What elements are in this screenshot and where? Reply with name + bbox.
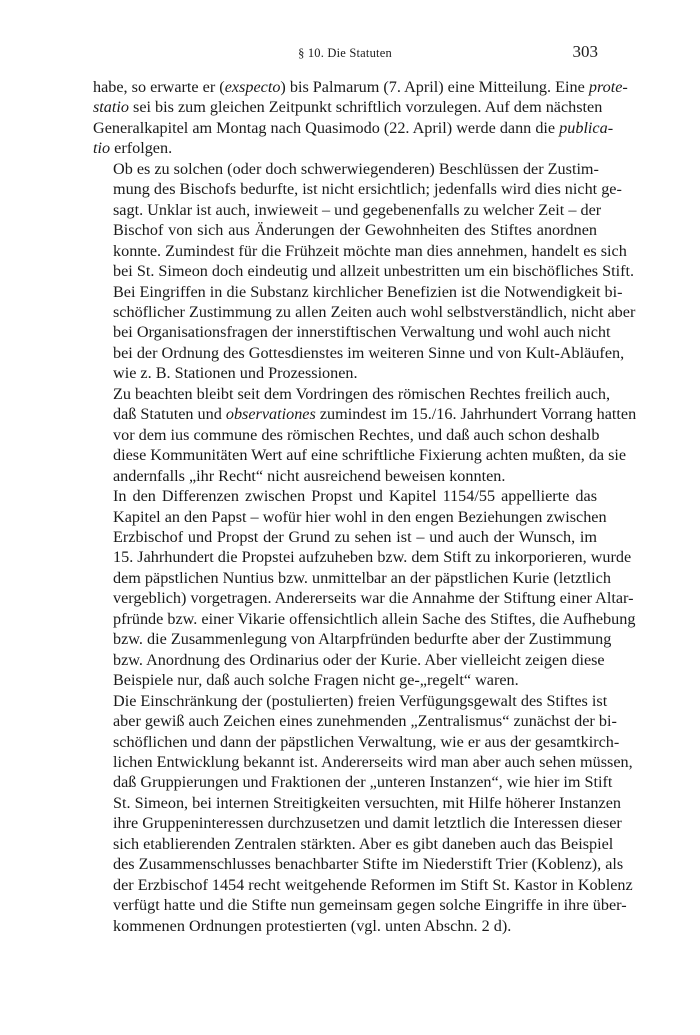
text-line [93,445,627,465]
text-line [93,875,633,895]
text-run: des Zusammenschlusses benachbarter Stifte im Niederstift Trier (Koblenz), als [113,855,624,874]
text-line [93,895,627,915]
text-run: schöflicher Zustimmung zu allen Zeiten auch wohl selbstverständlich, nicht aber [113,302,636,321]
text-run: sei bis zum gleichen Zeitpunkt schriftlich vorzulegen. Auf dem nächsten [128,98,603,117]
text-run: Bei Eingriffen in die Substanz kirchlicher Benefizien ist die Notwendigkeit bi- [113,282,623,301]
text-run: Ob es zu solchen (oder doch schwerwiegenderen) Beschlüssen der Zustim- [113,159,599,178]
text-run: diese Kommunitäten Wert auf eine schriftliche Fixierung achten mußten, da sie [113,446,627,465]
text-run: der Erzbischof 1454 recht weitgehende Reformen im Stift St. Kastor in Koblenz [113,875,633,894]
running-title: § 10. Die Statuten [298,46,392,60]
text-run: Zu beachten bleibt seit dem Vordringen des römischen Rechtes freilich auch, [113,384,611,403]
text-line [93,343,625,363]
text-line [93,732,620,752]
text-line [93,322,611,342]
paragraph-3 [93,384,637,486]
text-line [93,97,603,117]
text-line [93,650,605,670]
text-run: bei der Ordnung des Gottesdienstes im weiteren Sinne und von Kult-Abläufen, [113,343,625,362]
text-line [93,854,624,874]
text-line [93,486,597,506]
text-line [93,691,608,711]
text-run: aber gewiß auch Zeichen eines zunehmenden „Zentralismus“ zunächst der bi- [113,712,617,731]
text-line [93,916,597,936]
text-run: bei Organisationsfragen der innerstiftischen Verwaltung und wohl auch nicht [113,323,611,342]
text-line [93,588,634,608]
text-run: lichen Entwicklung bekannt ist. Andererseits wird man aber auch sehen müssen, [113,752,633,771]
text-run: wie z. B. Stationen und Prozessionen. [113,364,358,383]
text-run: In den Differenzen zwischen Propst und Kapitel 1154/55 appellierte das [113,487,597,506]
text-run: mung des Bischofs bedurfte, ist nicht ersichtlich; jedenfalls wird dies nicht ge- [113,180,622,199]
paragraph-1 [93,77,628,159]
text-run: ihre Gruppeninteressen durchzusetzen und damit letztlich die Interessen dieser [113,814,622,833]
text-run: Bischof von sich aus Änderungen der Gewohnheiten des Stiftes anordnen [113,221,597,240]
text-run: andernfalls „ihr Recht“ nicht ausreichend beweisen konnten. [113,466,506,485]
text-line [93,793,621,813]
text-run: sagt. Unklar ist auch, inwieweit – und gegebenenfalls zu welcher Zeit – der [113,200,602,219]
text-run: daß Gruppierungen und Fraktionen der „unteren Instanzen“, wie hier im Stift [113,773,613,792]
text-run: Generalkapitel am Montag nach Quasimodo (22. April) werde dann die [93,118,560,137]
text-run: dem päpstlichen Nuntius bzw. unmittelbar an der päpstlichen Kurie (letztlich [113,568,611,587]
text-line [93,241,627,261]
text-run: St. Simeon, bei internen Streitigkeiten versuchten, mit Hilfe höherer Instanzen [113,793,621,812]
text-run: Kapitel an den Papst – wofür hier wohl in den engen Beziehungen zwischen [113,507,607,526]
text-run: ) bis Palmarum (7. April) eine Mitteilung. Eine [280,78,589,96]
text-run: Beispiele nur, daß auch solche Fragen nicht ge-„regelt“ waren. [113,671,519,690]
text-run: zumindest im 15./16. Jahrhundert Vorrang hatten [315,405,637,424]
paragraph-4 [93,486,636,691]
text-line [93,179,622,199]
text-line [93,547,632,567]
text-line [93,752,633,772]
text-line [93,384,611,404]
text-run: 15. Jahrhundert die Propstei aufzuheben bzw. dem Stift zu inkorporieren, wurde [113,548,632,567]
text-run: habe, so erwarte er ( [93,78,225,96]
text-line [93,282,623,302]
text-run: erfolgen. [110,139,173,158]
text-line [93,629,612,649]
text-run: vergeblich) vorgetragen. Andererseits war die Annahme der Stiftung einer Altar- [113,589,634,608]
text-line [93,466,597,486]
text-line [93,527,597,547]
text-line [93,200,602,220]
text-line [93,670,597,690]
italic-term: statio [93,98,129,117]
text-line [93,118,614,138]
italic-term: publica- [559,118,614,137]
text-line [93,138,597,158]
text-line [93,813,622,833]
italic-term: observationes [225,405,316,424]
text-line [93,261,635,281]
italic-term: tio [93,139,111,158]
text-run: schöflichen und dann der päpstlichen Verwaltung, wie er aus der gesamtkirch- [113,732,620,751]
paragraph-5 [93,691,633,936]
text-line [93,425,600,445]
text-line [93,507,607,527]
text-run: pfründe bzw. einer Vikarie offensichtlich allein Sache des Stiftes, die Aufhebung [113,609,636,628]
page-number: 303 [572,42,598,61]
text-run: sich etablierenden Zentralen stärkten. Aber es gibt daneben auch das Beispiel [113,834,614,853]
text-run: daß Statuten und [113,405,226,424]
text-line [93,772,613,792]
text-line [93,834,614,854]
text-line [93,77,628,97]
text-line [93,302,636,322]
text-line [93,568,611,588]
text-run: Die Einschränkung der (postulierten) freien Verfügungsgewalt des Stiftes ist [113,691,608,710]
italic-term: exspecto [224,78,281,96]
text-run: kommenen Ordnungen protestierten (vgl. unten Abschn. 2 d). [113,916,512,935]
text-line [93,609,636,629]
text-run: bei St. Simeon doch eindeutig und allzeit unbestritten um ein bischöfliches Stift. [113,262,635,281]
italic-term: prote- [588,78,628,96]
text-run: Erzbischof und Propst der Grund zu sehen ist – und auch der Wunsch, im [113,527,597,546]
text-run: vor dem ius commune des römischen Rechtes, und daß auch schon deshalb [113,425,600,444]
text-run: verfügt hatte und die Stifte nun gemeinsam gegen solche Eingriffe in ihre über- [113,896,627,915]
body-text [93,77,637,936]
text-line [93,159,597,179]
paragraph-2 [93,159,636,384]
text-line [93,711,617,731]
text-line [93,404,637,424]
text-line [93,220,597,240]
text-line [93,363,597,383]
text-run: bzw. Anordnung des Ordinarius oder der Kurie. Aber vielleicht zeigen diese [113,650,605,669]
text-run: konnte. Zumindest für die Frühzeit möchte man dies annehmen, handelt es sich [113,241,627,260]
text-run: bzw. die Zusammenlegung von Altarpfründen bedurfte aber der Zustimmung [113,630,612,649]
running-head [92,42,598,64]
